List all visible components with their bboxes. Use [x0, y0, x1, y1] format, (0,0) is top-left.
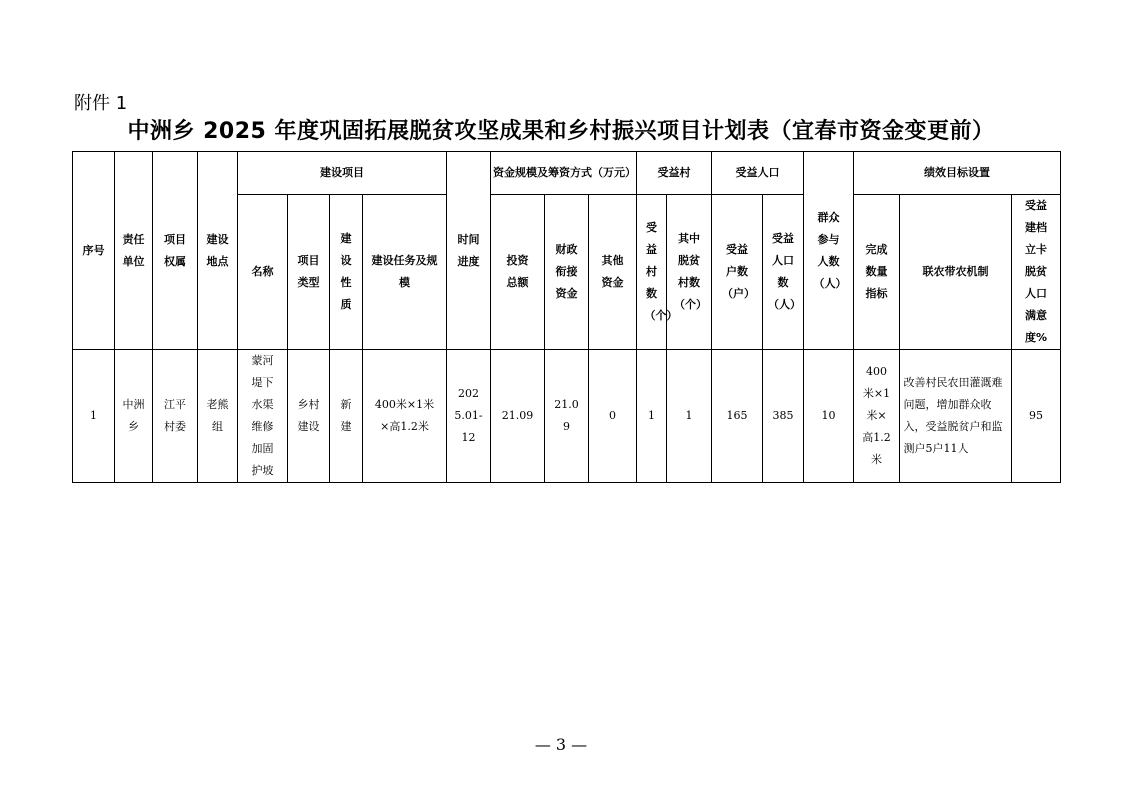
- cell-other: 0: [589, 350, 637, 483]
- col-ownership-header: 项目权属: [153, 152, 198, 350]
- cell-unit: 中洲乡: [115, 350, 153, 483]
- col-location-header: 建设地点: [198, 152, 238, 350]
- page-number: — 3 —: [534, 735, 588, 754]
- col-households-header: 受益户数（户）: [712, 195, 763, 350]
- col-participants-header: 群众参与人数（人）: [804, 152, 854, 350]
- cell-nature: 新建: [330, 350, 363, 483]
- cell-time: 2025.01-12: [447, 350, 491, 483]
- col-other-header: 其他资金: [589, 195, 637, 350]
- col-village-group-header: 受益村: [637, 152, 712, 195]
- cell-total: 21.09: [491, 350, 545, 483]
- cell-type: 乡村建设: [288, 350, 330, 483]
- col-mechanism-header: 联农带农机制: [900, 195, 1012, 350]
- cell-fiscal: 21.09: [545, 350, 589, 483]
- attachment-label: 附件 1: [74, 93, 128, 114]
- col-villages-header: 受益村数（个）: [637, 195, 667, 350]
- cell-ownership: 江平村委: [153, 350, 198, 483]
- cell-task: 400米×1米×高1.2米: [363, 350, 447, 483]
- col-perf-group-header: 绩效目标设置: [854, 152, 1061, 195]
- col-indicator-header: 完成数量指标: [854, 195, 900, 350]
- col-fund-group-header: 资金规模及筹资方式（万元）: [491, 152, 637, 195]
- cell-people: 385: [763, 350, 804, 483]
- col-project-group-header: 建设项目: [238, 152, 447, 195]
- cell-seq: 1: [73, 350, 115, 483]
- col-task-header: 建设任务及规模: [363, 195, 447, 350]
- col-time-header: 时间进度: [447, 152, 491, 350]
- cell-mechanism: 改善村民农田灌溉难问题，增加群众收入，受益脱贫户和监测户5户11人: [900, 350, 1012, 483]
- col-people-header: 受益人口数（人）: [763, 195, 804, 350]
- col-total-header: 投资总额: [491, 195, 545, 350]
- cell-satisfaction: 95: [1012, 350, 1061, 483]
- col-satisfaction-header: 受益建档立卡脱贫人口满意度%: [1012, 195, 1061, 350]
- cell-villages: 1: [637, 350, 667, 483]
- col-fiscal-header: 财政衔接资金: [545, 195, 589, 350]
- col-poor-villages-header: 其中脱贫村数（个）: [667, 195, 712, 350]
- cell-indicator: 400米×1米×高1.2米: [854, 350, 900, 483]
- col-type-header: 项目类型: [288, 195, 330, 350]
- table-row: [73, 350, 1061, 483]
- col-nature-header: 建设性质: [330, 195, 363, 350]
- col-seq-header: 序号: [73, 152, 115, 350]
- col-name-header: 名称: [238, 195, 288, 350]
- col-pop-group-header: 受益人口: [712, 152, 804, 195]
- cell-name: 蒙河堤下水渠维修加固护坡: [238, 350, 288, 483]
- cell-households: 165: [712, 350, 763, 483]
- cell-poor-villages: 1: [667, 350, 712, 483]
- page-title: 中洲乡 2025 年度巩固拓展脱贫攻坚成果和乡村振兴项目计划表（宜春市资金变更前）: [127, 119, 995, 144]
- project-plan-table: [72, 151, 1061, 483]
- cell-location: 老熊组: [198, 350, 238, 483]
- cell-participants: 10: [804, 350, 854, 483]
- col-unit-header: 责任单位: [115, 152, 153, 350]
